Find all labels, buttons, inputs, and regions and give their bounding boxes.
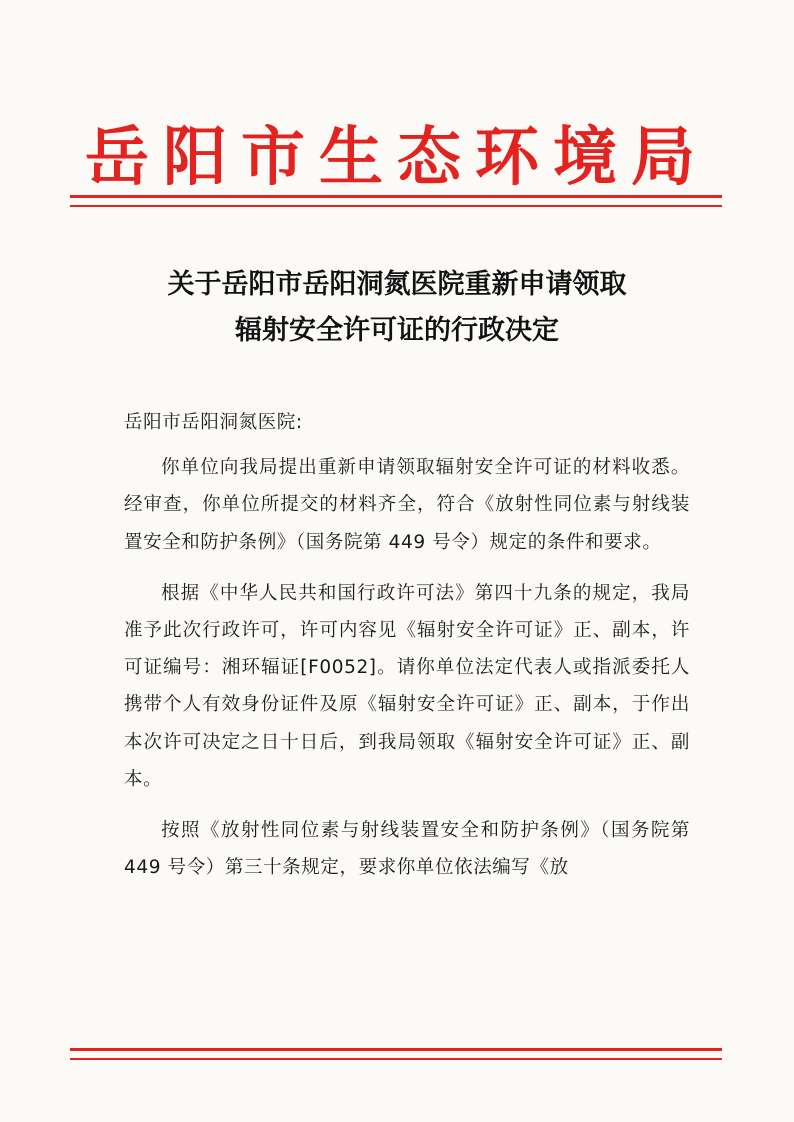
document-title-line-1: 关于岳阳市岳阳洞氮医院重新申请领取 — [167, 269, 627, 300]
paragraph-2: 根据《中华人民共和国行政许可法》第四十九条的规定，我局准予此次行政许可，许可内容见《辐射安全许可证》正、副本，许可证编号：湘环辐证[F0052]。请你单位法定代表人或指派委托人携带个人有效身份证件及原《辐射安全许可证》正、副本，于作出本次许可决定之日十日后，到我局领取《辐射安全许可证》正、副本。 — [124, 582, 690, 790]
paragraph-1: 你单位向我局提出重新申请领取辐射安全许可证的材料收悉。经审查，你单位所提交的材料齐全，符合《放射性同位素与射线装置安全和防护条例》（国务院第 449 号令）规定的条件和要求。 — [124, 457, 690, 553]
header-rule-thin — [70, 205, 722, 207]
footer-rule-thin — [70, 1058, 722, 1060]
document-title — [0, 262, 794, 354]
salutation: 岳阳市岳阳洞氮医院: — [124, 412, 303, 433]
header-rule-thick — [70, 195, 722, 198]
document-body — [124, 404, 690, 900]
paragraph-3: 按照《放射性同位素与射线装置安全和防护条例》（国务院第 449 号令）第三十条规定，要求你单位依法编写《放 — [124, 820, 690, 879]
document-title-line-2: 辐射安全许可证的行政决定 — [235, 315, 559, 346]
footer-rule-thick — [70, 1048, 722, 1051]
agency-header-title: 岳阳市生态环境局 — [85, 120, 709, 195]
